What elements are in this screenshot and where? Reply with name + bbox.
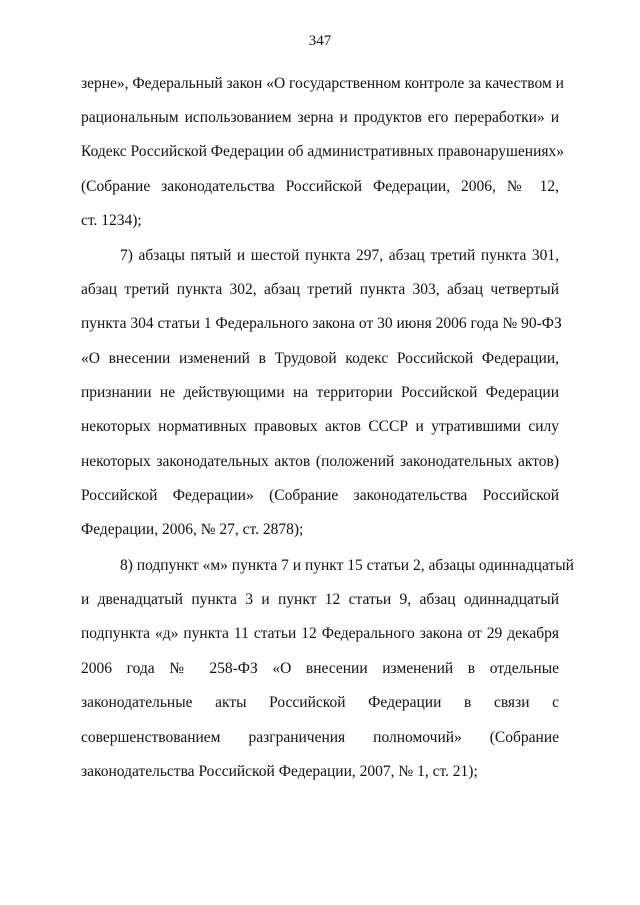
text-line-6: 7) абзацы пятый и шестой пункта 297, абзац третий пункта 301,	[120, 247, 559, 264]
text-line-4: (Собрание законодательства Российской Федерации, 2006, № 12,	[81, 178, 559, 195]
text-line-12: некоторых законодательных актов (положений законодательных актов)	[81, 453, 559, 470]
text-line-17: подпункта «д» пункта 11 статьи 12 Федерального закона от 29 декабря	[81, 625, 559, 642]
text-line-11: некоторых нормативных правовых актов СССР и утратившими силу	[81, 418, 559, 435]
page-number: 347	[308, 33, 332, 49]
text-line-19: законодательные акты Российской Федерации в связи с	[81, 694, 559, 711]
text-line-16: и двенадцатый пункта 3 и пункт 12 статьи 9, абзац одиннадцатый	[81, 591, 559, 608]
text-line-13: Российской Федерации» (Собрание законодательства Российской	[81, 487, 559, 504]
text-line-20: совершенствованием разграничения полномочий» (Собрание	[81, 729, 559, 746]
text-line-7: абзац третий пункта 302, абзац третий пункта 303, абзац четвертый	[81, 281, 559, 298]
text-line-18: 2006 года № 258-ФЗ «О внесении изменений в отдельные	[81, 660, 559, 677]
text-line-2: рациональным использованием зерна и продуктов его переработки» и	[81, 109, 559, 126]
text-line-3: Кодекс Российской Федерации об административных правонарушениях»	[81, 143, 565, 160]
text-line-9: «О внесении изменений в Трудовой кодекс Российской Федерации,	[81, 350, 559, 367]
text-line-1: зерне», Федеральный закон «О государственном контроле за качеством и	[81, 75, 564, 92]
text-line-14: Федерации, 2006, № 27, ст. 2878);	[81, 521, 304, 538]
text-line-21: законодательства Российской Федерации, 2007, № 1, ст. 21);	[81, 763, 478, 780]
text-line-10: признании не действующими на территории Российской Федерации	[81, 384, 559, 401]
text-line-5: ст. 1234);	[81, 212, 142, 229]
text-line-8: пункта 304 статьи 1 Федерального закона от 30 июня 2006 года № 90-ФЗ	[81, 315, 562, 332]
text-line-15: 8) подпункт «м» пункта 7 и пункт 15 статьи 2, абзацы одиннадцатый	[120, 557, 574, 574]
